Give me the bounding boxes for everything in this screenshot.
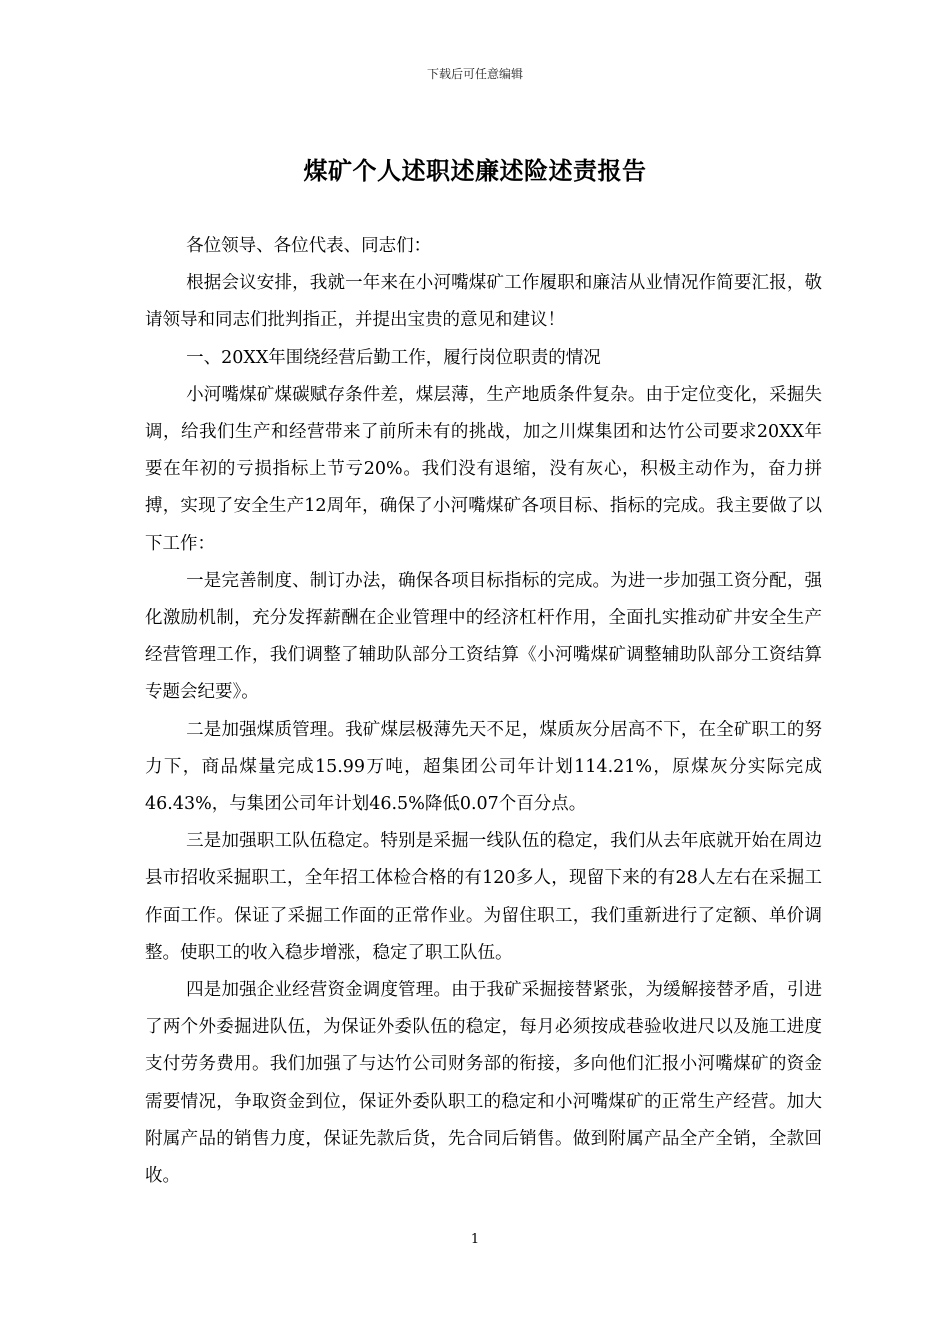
document-title: 煤矿个人述职述廉述险述责报告: [303, 156, 647, 185]
page-number: 1: [470, 1232, 480, 1247]
paragraph-item-3: 三是加强职工队伍稳定。特别是采掘一线队伍的稳定，我们从去年底就开始在周边县市招收采掘职工，全年招工体检合格的有120多人，现留下来的有28人左右在采掘工作面工作。保证了采掘工作面的正常作业。为留住职工，我们重新进行了定额、单价调整。使职工的收入稳步增涨，稳定了职工队伍。: [145, 831, 822, 963]
paragraph-item-4: 四是加强企业经营资金调度管理。由于我矿采掘接替紧张，为缓解接替矛盾，引进了两个外委掘进队伍，为保证外委队伍的稳定，每月必须按成巷验收进尺以及施工进度支付劳务费用。我们加强了与达竹公司财务部的衔接，多向他们汇报小河嘴煤矿的资金需要情况，争取资金到位，保证外委队职工的稳定和小河嘴煤矿的正常生产经营。加大附属产品的销售力度，保证先款后货，先合同后销售。做到附属产品全产全销，全款回收。: [145, 980, 822, 1187]
page-header: 下载后可任意编辑: [426, 67, 523, 81]
paragraph-item-1: 一是完善制度、制订办法，确保各项目标指标的完成。为进一步加强工资分配，强化激励机制，充分发挥薪酬在企业管理中的经济杠杆作用，全面扎实推动矿井安全生产经营管理工作，我们调整了辅助队部分工资结算《小河嘴煤矿调整辅助队部分工资结算专题会纪要》。: [145, 570, 822, 703]
paragraph-intro: 根据会议安排，我就一年来在小河嘴煤矿工作履职和廉洁从业情况作简要汇报，敬请领导和同志们批判指正，并提出宝贵的意见和建议！: [145, 273, 822, 331]
paragraph-item-2: 二是加强煤质管理。我矿煤层极薄先天不足，煤质灰分居高不下，在全矿职工的努力下，商品煤量完成15.99万吨，超集团公司年计划114.21%，原煤灰分实际完成46.43%，与集团公司年计划46.5%降低0.07个百分点。: [145, 719, 822, 815]
document-body: [145, 228, 822, 1195]
paragraph-overview: 小河嘴煤矿煤碳赋存条件差，煤层薄，生产地质条件复杂。由于定位变化，采掘失调，给我们生产和经营带来了前所未有的挑战，加之川煤集团和达竹公司要求20XX年要在年初的亏损指标上节亏20%。我们没有退缩，没有灰心，积极主动作为，奋力拼搏，实现了安全生产12周年，确保了小河嘴煤矿各项目标、指标的完成。我主要做了以下工作：: [145, 384, 822, 554]
section-heading: 一、20XX年围绕经营后勤工作，履行岗位职责的情况: [186, 347, 601, 368]
paragraph-salutation: 各位领导、各位代表、同志们：: [186, 236, 432, 256]
